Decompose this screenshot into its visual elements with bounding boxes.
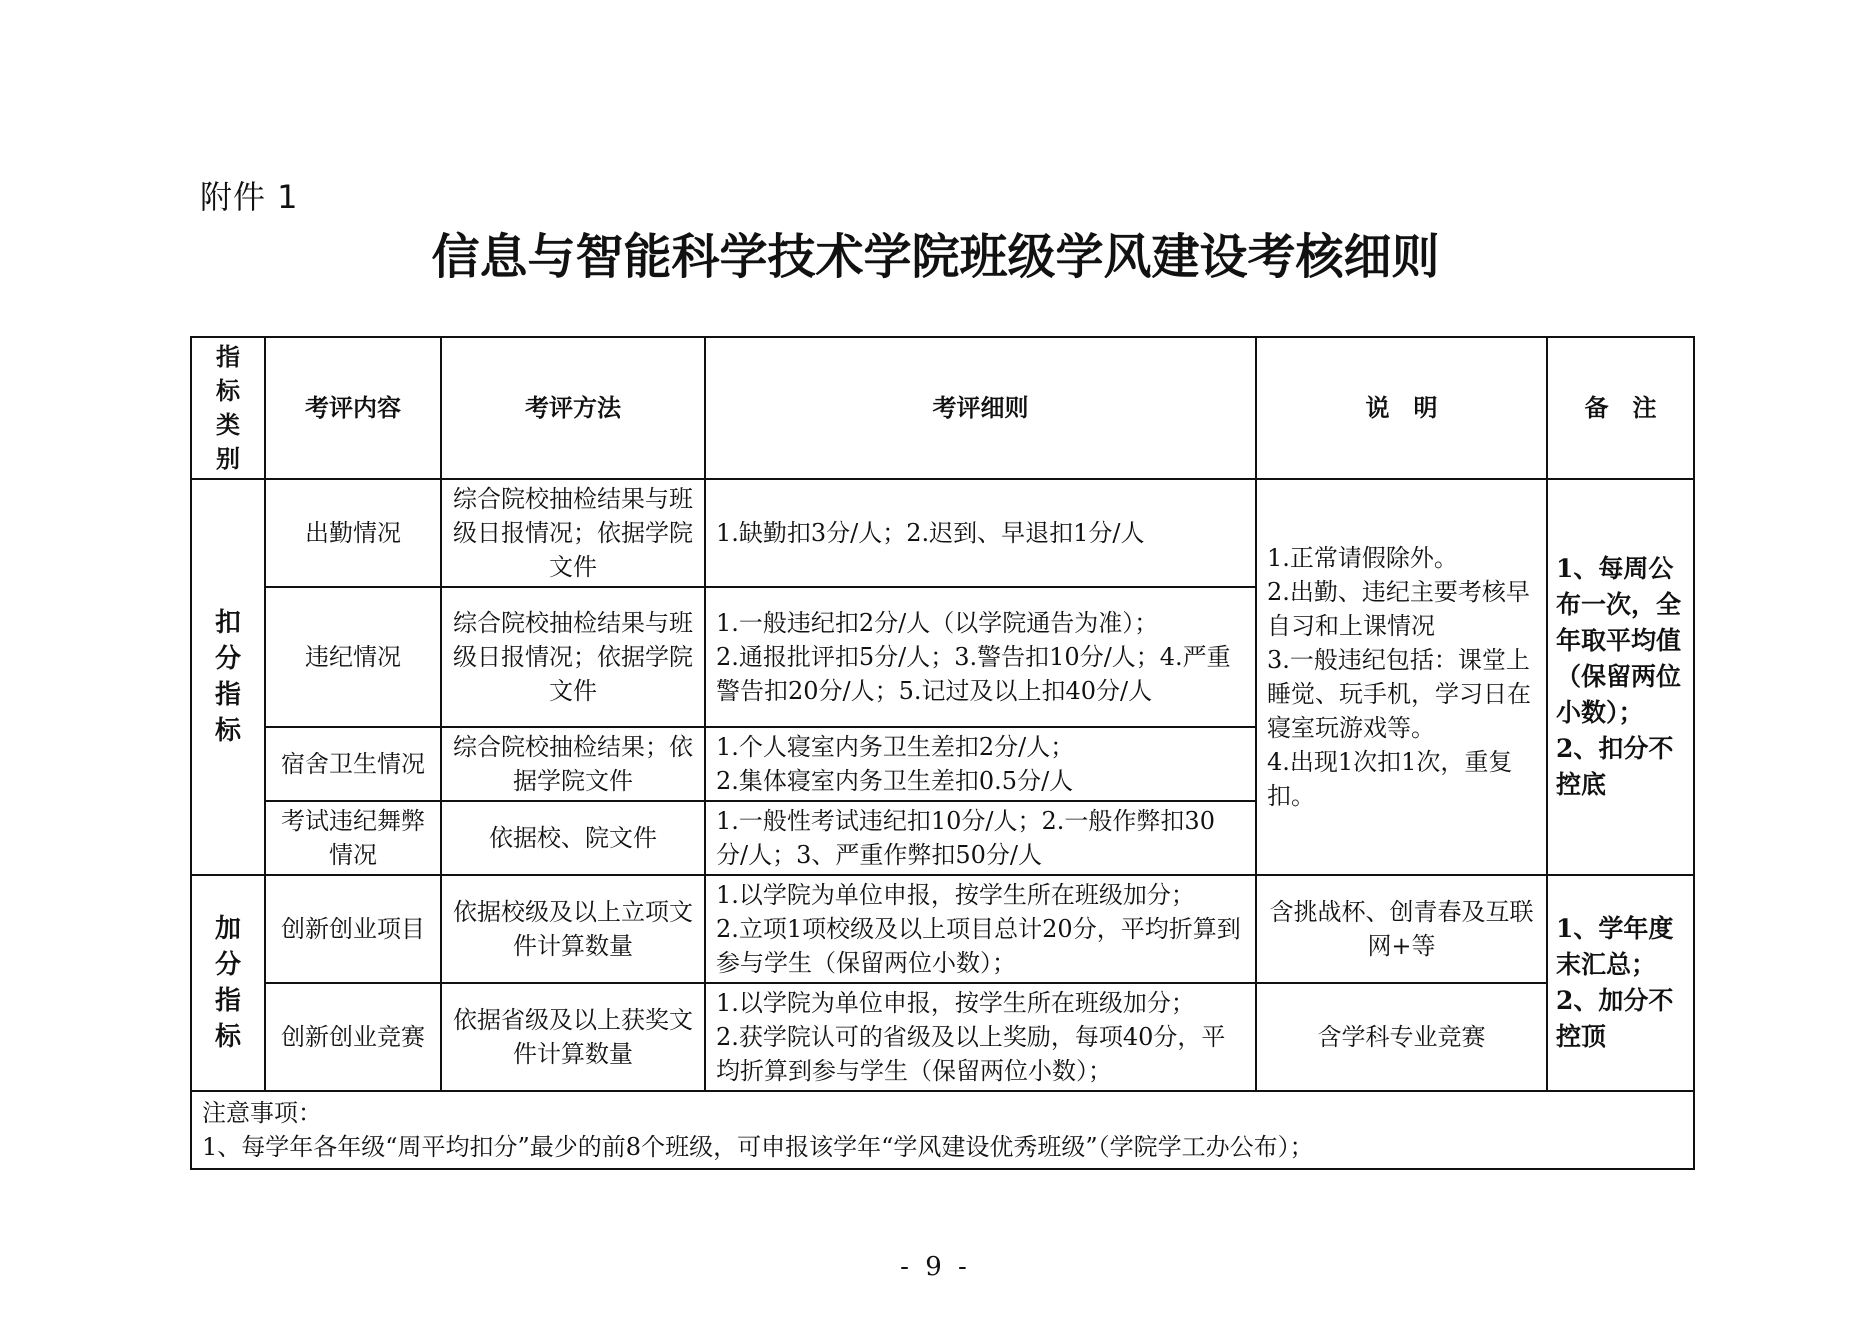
row-method: 依据校级及以上立项文件计算数量 xyxy=(441,875,705,983)
assessment-table xyxy=(190,336,1695,1170)
category-deduction: 扣分指标 xyxy=(191,479,265,875)
deduction-explanation: 1.正常请假除外。 2.出勤、违纪主要考核早自习和上课情况 3.一般违纪包括：课堂上睡觉、玩手机，学习日在寝室玩游戏等。 4.出现1次扣1次，重复扣。 xyxy=(1256,479,1547,875)
row-explanation: 含学科专业竞赛 xyxy=(1256,983,1547,1091)
row-content: 出勤情况 xyxy=(265,479,441,587)
row-content: 创新创业项目 xyxy=(265,875,441,983)
header-method: 考评方法 xyxy=(441,337,705,479)
row-explanation: 含挑战杯、创青春及互联网+等 xyxy=(1256,875,1547,983)
table-row xyxy=(191,479,1694,587)
notes-row xyxy=(191,1091,1694,1169)
attachment-label: 附件 1 xyxy=(200,178,299,216)
header-explanation: 说 明 xyxy=(1256,337,1547,479)
table-row xyxy=(191,875,1694,983)
page-number: - 9 - xyxy=(900,1252,971,1282)
row-details: 1.以学院为单位申报，按学生所在班级加分； 2.立项1项校级及以上项目总计20分，平均折算到参与学生（保留两位小数）； xyxy=(705,875,1256,983)
notes-line: 1、每学年各年级“周平均扣分”最少的前8个班级，可申报该学年“学风建设优秀班级”（学院学工办公布）； xyxy=(202,1133,1314,1161)
row-details: 1.缺勤扣3分/人；2.迟到、早退扣1分/人 xyxy=(705,479,1256,587)
category-bonus: 加分指标 xyxy=(191,875,265,1091)
row-method: 依据校、院文件 xyxy=(441,801,705,875)
row-details: 1.一般违纪扣2分/人（以学院通告为准）； 2.通报批评扣5分/人；3.警告扣10分/人；4.严重警告扣20分/人；5.记过及以上扣40分/人 xyxy=(705,587,1256,727)
deduction-remarks: 1、每周公布一次，全年取平均值（保留两位小数）； 2、扣分不控底 xyxy=(1547,479,1694,875)
row-content: 创新创业竞赛 xyxy=(265,983,441,1091)
row-content: 宿舍卫生情况 xyxy=(265,727,441,801)
row-details: 1.以学院为单位申报，按学生所在班级加分； 2.获学院认可的省级及以上奖励，每项40分，平均折算到参与学生（保留两位小数）； xyxy=(705,983,1256,1091)
header-category: 指标类别 xyxy=(191,337,265,479)
row-details: 1.个人寝室内务卫生差扣2分/人； 2.集体寝室内务卫生差扣0.5分/人 xyxy=(705,727,1256,801)
header-details: 考评细则 xyxy=(705,337,1256,479)
row-method: 综合院校抽检结果与班级日报情况；依据学院文件 xyxy=(441,479,705,587)
notes-heading: 注意事项： xyxy=(202,1099,322,1127)
row-details: 1.一般性考试违纪扣10分/人；2.一般作弊扣30分/人；3、严重作弊扣50分/人 xyxy=(705,801,1256,875)
notes-cell xyxy=(191,1091,1694,1169)
header-content: 考评内容 xyxy=(265,337,441,479)
row-method: 综合院校抽检结果与班级日报情况；依据学院文件 xyxy=(441,587,705,727)
table-header-row xyxy=(191,337,1694,479)
bonus-remarks: 1、学年度末汇总；2、加分不控顶 xyxy=(1547,875,1694,1091)
table-row xyxy=(191,983,1694,1091)
row-method: 综合院校抽检结果；依据学院文件 xyxy=(441,727,705,801)
document-title: 信息与智能科学技术学院班级学风建设考核细则 xyxy=(431,229,1440,285)
row-method: 依据省级及以上获奖文件计算数量 xyxy=(441,983,705,1091)
row-content: 违纪情况 xyxy=(265,587,441,727)
header-remarks: 备 注 xyxy=(1547,337,1694,479)
row-content: 考试违纪舞弊情况 xyxy=(265,801,441,875)
